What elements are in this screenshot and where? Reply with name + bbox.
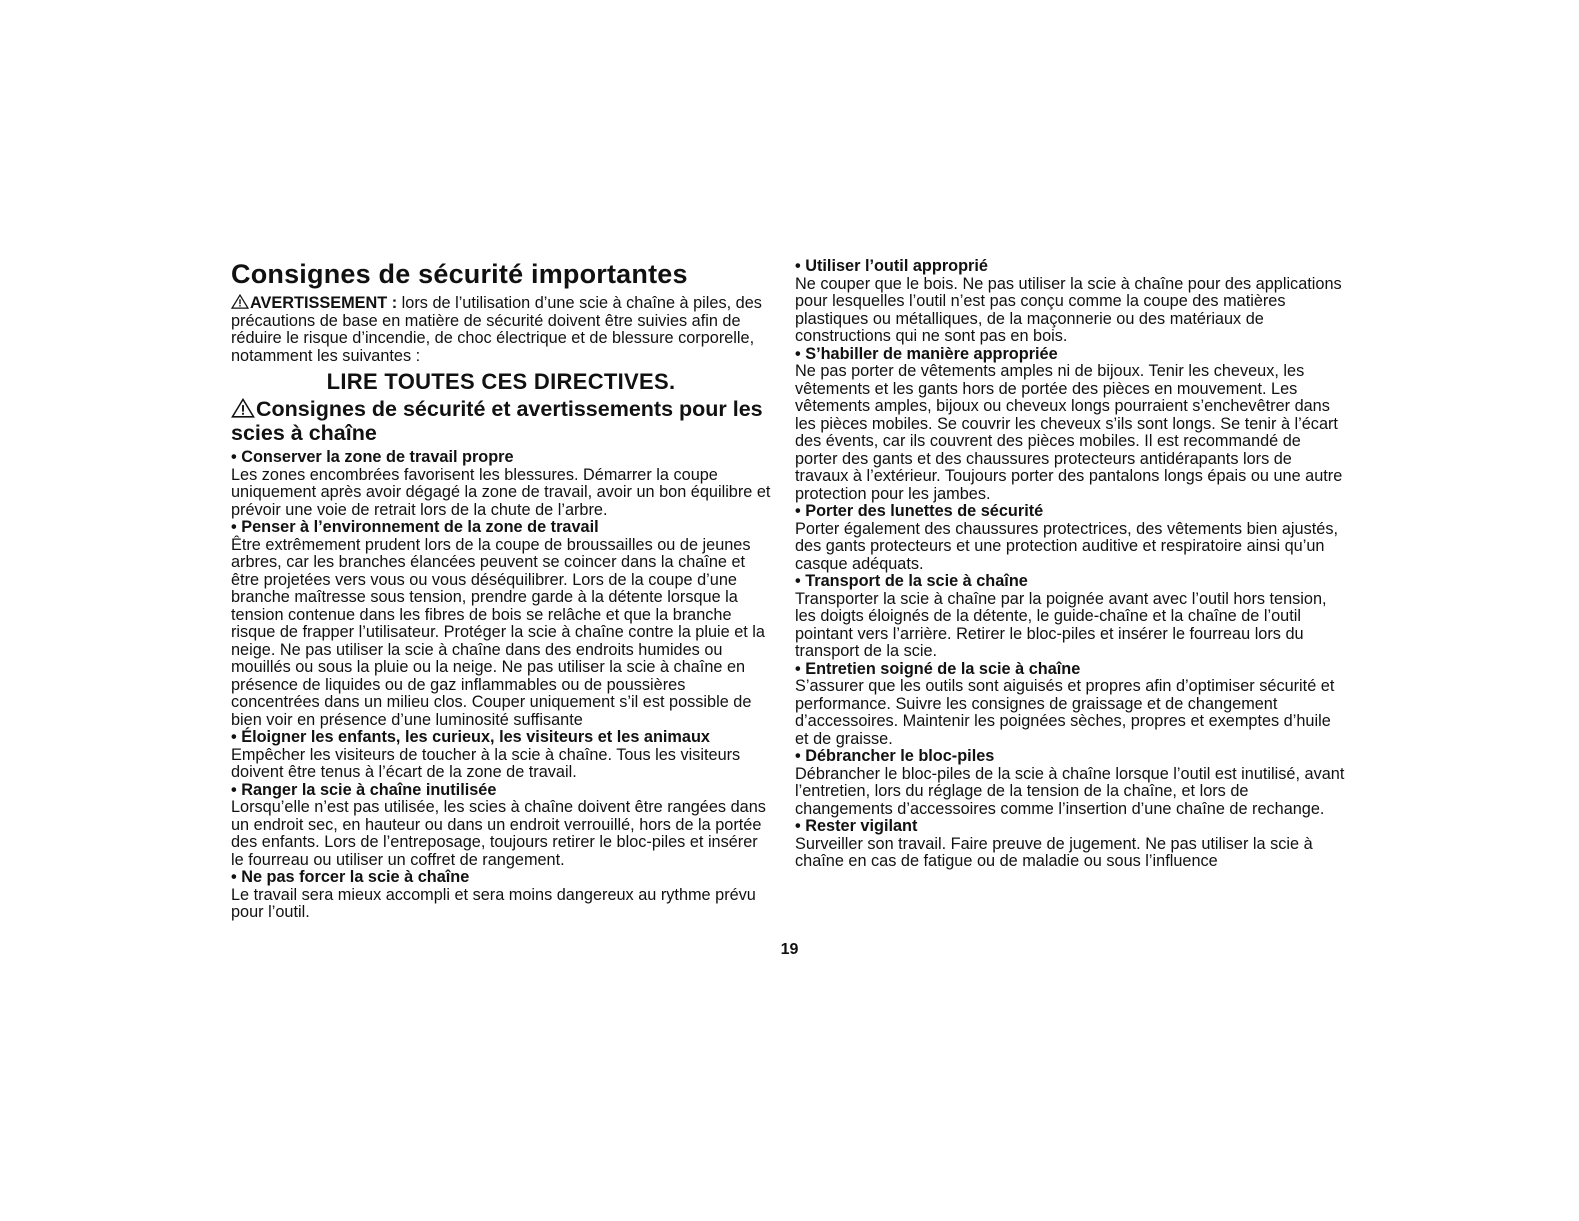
- safety-item-body: Ne couper que le bois. Ne pas utiliser la scie à chaîne pour des applications pour lesquelles l’outil n’est pas conçu comme la coupe des matières plastiques ou métalliques, de la maçonnerie ou des matériaux de constructions qui ne sont pas en bois.: [795, 274, 1342, 345]
- safety-item-heading: • Débrancher le bloc-piles: [795, 747, 995, 765]
- safety-item-body: S’assurer que les outils sont aiguisés et propres afin d’optimiser sécurité et performance. Suivre les consignes de graissage et de changement d’accessoires. Maintenir les poignées sèches, propres et exemptes d’huile et de graisse.: [795, 677, 1335, 748]
- safety-item-heading: • Utiliser l’outil approprié: [795, 257, 988, 275]
- safety-item-heading: • Transport de la scie à chaîne: [795, 572, 1028, 590]
- warning-text: lors de l’utilisation d’une scie à chaîne à piles, des précautions de base en matière de sécurité doivent être suivies afin de réduire le risque d’incendie, de choc électrique et de blessure corporelle, notamment les suivantes :: [231, 294, 762, 365]
- safety-item: [795, 503, 1345, 573]
- safety-item-heading: • Éloigner les enfants, les curieux, les visiteurs et les animaux: [231, 728, 710, 746]
- safety-item: [795, 346, 1345, 504]
- safety-item: [231, 519, 771, 729]
- safety-item-heading: • Penser à l’environnement de la zone de travail: [231, 518, 599, 536]
- safety-item: [795, 573, 1345, 661]
- safety-item: [795, 818, 1345, 871]
- safety-item-heading: • Conserver la zone de travail propre: [231, 448, 514, 466]
- warning-triangle-icon: [231, 398, 255, 418]
- safety-item-body: Transporter la scie à chaîne par la poignée avant avec l’outil hors tension, les doigts éloignés de la détente, le guide-chaîne et la chaîne de l’outil pointant vers l’arrière. Retirer le bloc-piles et insérer le fourreau lors du transport de la scie.: [795, 589, 1327, 660]
- section-title-text: Consignes de sécurité et avertissements pour les scies à chaîne: [231, 397, 763, 445]
- safety-item-body: Débrancher le bloc-piles de la scie à chaîne lorsque l’outil est inutilisé, avant l’entretien, lors du réglage de la tension de la chaîne, et lors de changements d’accessoires comme l’insertion d’une chaîne de rechange.: [795, 764, 1345, 818]
- read-directives-heading: LIRE TOUTES CES DIRECTIVES.: [326, 369, 676, 394]
- warning-label: AVERTISSEMENT :: [250, 294, 398, 312]
- safety-item: [795, 258, 1345, 346]
- safety-item-body: Lorsqu’elle n’est pas utilisée, les scies à chaîne doivent être rangées dans un endroit sec, en hauteur ou dans un endroit verrouillé, hors de la portée des enfants. Lors de l’entreposage, toujours retirer le bloc-piles et insérer le fourreau ou utiliser un coffret de rangement.: [231, 798, 766, 869]
- warning-triangle-icon: [231, 294, 249, 309]
- safety-item-body: Surveiller son travail. Faire preuve de jugement. Ne pas utiliser la scie à chaîne en cas de fatigue ou de maladie ou sous l’influence: [795, 834, 1313, 870]
- safety-item-heading: • Porter des lunettes de sécurité: [795, 502, 1044, 520]
- safety-item: [231, 729, 771, 782]
- page-number: 19: [780, 941, 799, 958]
- safety-item-body: Le travail sera mieux accompli et sera moins dangereux au rythme prévu pour l’outil.: [231, 885, 756, 921]
- safety-item: [795, 748, 1345, 818]
- left-column: [231, 258, 771, 922]
- safety-item-heading: • Ne pas forcer la scie à chaîne: [231, 868, 470, 886]
- section-title: [231, 397, 771, 445]
- safety-item-body: Ne pas porter de vêtements amples ni de bijoux. Tenir les cheveux, les vêtements et les gants hors de portée des pièces en mouvement. Les vêtements amples, bijoux ou cheveux longs pourraient s’enchevêtrer dans les pièces mobiles. Se couvrir les cheveux s’ils sont longs. Se tenir à l’écart des évents, car ils couvrent des pièces mobiles. Il est recommandé de porter des gants et des chaussures protecteurs antidérapants lors de travaux à l’extérieur. Toujours porter des pantalons longs épais ou une autre protection pour les jambes.: [795, 362, 1343, 503]
- safety-item-heading: • Ranger la scie à chaîne inutilisée: [231, 780, 497, 799]
- safety-item-heading: • Entretien soigné de la scie à chaîne: [795, 659, 1081, 678]
- safety-item: [231, 782, 771, 870]
- right-column: [795, 258, 1345, 871]
- safety-item-body: Empêcher les visiteurs de toucher à la scie à chaîne. Tous les visiteurs doivent être tenus à l’écart de la zone de travail.: [231, 745, 741, 781]
- safety-item: [231, 449, 771, 519]
- warning-paragraph: [231, 294, 771, 365]
- safety-item: [231, 869, 771, 922]
- safety-item-heading: • S’habiller de manière appropriée: [795, 344, 1058, 363]
- page-title: Consignes de sécurité importantes: [231, 259, 688, 289]
- safety-item-body: Les zones encombrées favorisent les blessures. Démarrer la coupe uniquement après avoir dégagé la zone de travail, avoir un bon équilibre et prévoir une voie de retrait lors de la chute de l’arbre.: [231, 465, 771, 519]
- safety-item: [795, 661, 1345, 749]
- safety-item-heading: • Rester vigilant: [795, 817, 918, 835]
- safety-item-body: Être extrêmement prudent lors de la coupe de broussailles ou de jeunes arbres, car les branches élancées peuvent se coincer dans la chaîne et être projetées vers vous ou vous déséquilibrer. Lors de la coupe d’une branche maîtresse sous tension, prendre garde à la détente lorsque la tension contenue dans les fibres de bois se relâche et que la branche risque de frapper l’utilisateur. Protéger la scie à chaîne contre la pluie et la neige. Ne pas utiliser la scie à chaîne dans des endroits humides ou mouillés ou sous la pluie ou la neige. Ne pas utiliser la scie à chaîne en présence de liquides ou de gaz inflammables ou de poussières concentrées dans un milieu clos. Couper uniquement s’il est possible de bien voir en présence d’une luminosité suffisante: [231, 535, 765, 729]
- safety-item-body: Porter également des chaussures protectrices, des vêtements bien ajustés, des gants protecteurs et une protection auditive et respiratoire ainsi qu’un casque adéquats.: [795, 519, 1338, 573]
